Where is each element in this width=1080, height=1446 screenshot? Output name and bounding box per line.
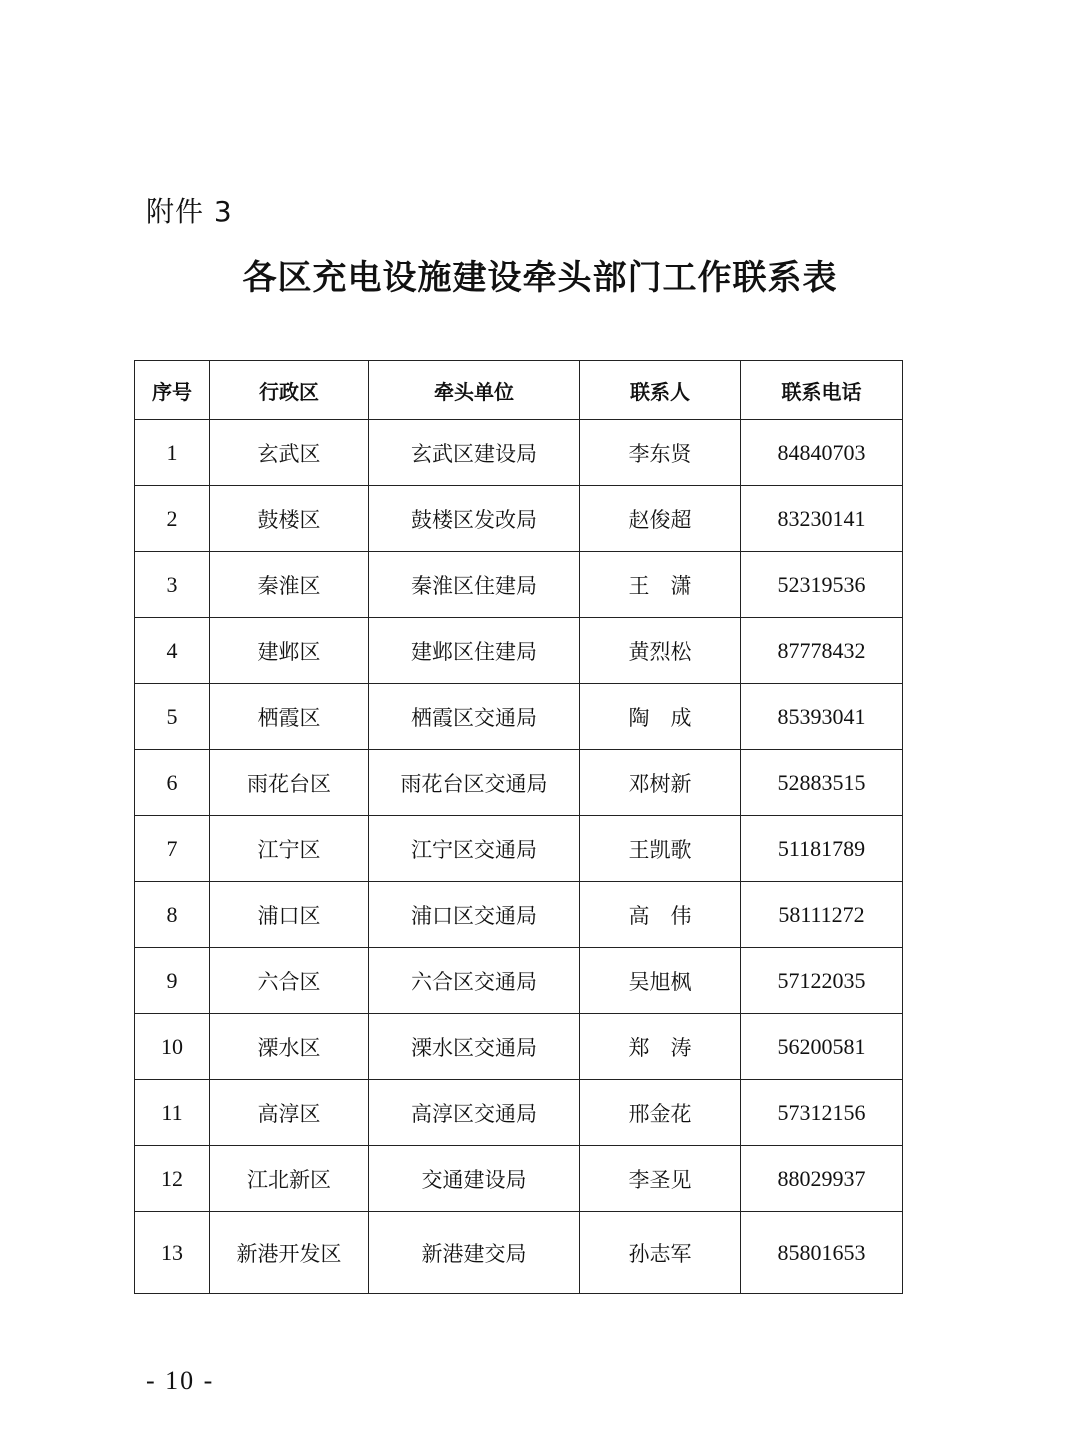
cell-contact-person: 王 潇 (580, 552, 741, 618)
cell-district: 玄武区 (210, 420, 369, 486)
cell-district: 鼓楼区 (210, 486, 369, 552)
header-phone: 联系电话 (741, 361, 903, 420)
table-row (135, 618, 903, 684)
cell-district: 秦淮区 (210, 552, 369, 618)
cell-phone: 87778432 (741, 618, 903, 684)
cell-lead-unit: 雨花台区交通局 (369, 750, 580, 816)
attachment-label: 附件 3 (146, 195, 233, 228)
table-row (135, 1014, 903, 1080)
cell-contact-person: 王凯歌 (580, 816, 741, 882)
cell-phone: 58111272 (741, 882, 903, 948)
cell-lead-unit: 建邺区住建局 (369, 618, 580, 684)
cell-index: 5 (135, 684, 210, 750)
table-row (135, 816, 903, 882)
cell-district: 浦口区 (210, 882, 369, 948)
cell-index: 8 (135, 882, 210, 948)
cell-phone: 51181789 (741, 816, 903, 882)
cell-district: 江宁区 (210, 816, 369, 882)
cell-district: 建邺区 (210, 618, 369, 684)
header-index: 序号 (135, 361, 210, 420)
table-row (135, 420, 903, 486)
cell-lead-unit: 高淳区交通局 (369, 1080, 580, 1146)
cell-district: 江北新区 (210, 1146, 369, 1212)
cell-district: 新港开发区 (210, 1212, 369, 1294)
cell-phone: 52319536 (741, 552, 903, 618)
cell-lead-unit: 栖霞区交通局 (369, 684, 580, 750)
cell-phone: 56200581 (741, 1014, 903, 1080)
cell-contact-person: 高 伟 (580, 882, 741, 948)
table-row (135, 882, 903, 948)
cell-lead-unit: 六合区交通局 (369, 948, 580, 1014)
table-row (135, 1146, 903, 1212)
cell-district: 雨花台区 (210, 750, 369, 816)
cell-phone: 88029937 (741, 1146, 903, 1212)
cell-lead-unit: 交通建设局 (369, 1146, 580, 1212)
cell-lead-unit: 鼓楼区发改局 (369, 486, 580, 552)
cell-phone: 85801653 (741, 1212, 903, 1294)
cell-phone: 52883515 (741, 750, 903, 816)
cell-index: 1 (135, 420, 210, 486)
table-row (135, 552, 903, 618)
page-number: - 10 - (146, 1366, 215, 1395)
cell-district: 栖霞区 (210, 684, 369, 750)
cell-phone: 84840703 (741, 420, 903, 486)
cell-contact-person: 邓树新 (580, 750, 741, 816)
cell-index: 7 (135, 816, 210, 882)
table-row (135, 1080, 903, 1146)
cell-contact-person: 赵俊超 (580, 486, 741, 552)
cell-lead-unit: 玄武区建设局 (369, 420, 580, 486)
table-header-row (135, 361, 903, 420)
document-title: 各区充电设施建设牵头部门工作联系表 (242, 258, 838, 298)
cell-contact-person: 黄烈松 (580, 618, 741, 684)
header-lead-unit: 牵头单位 (369, 361, 580, 420)
cell-contact-person: 陶 成 (580, 684, 741, 750)
cell-contact-person: 吴旭枫 (580, 948, 741, 1014)
cell-lead-unit: 新港建交局 (369, 1212, 580, 1294)
table-row (135, 1212, 903, 1294)
cell-index: 2 (135, 486, 210, 552)
cell-contact-person: 郑 涛 (580, 1014, 741, 1080)
table-row (135, 948, 903, 1014)
cell-district: 高淳区 (210, 1080, 369, 1146)
contact-table (134, 360, 903, 1294)
cell-contact-person: 孙志军 (580, 1212, 741, 1294)
cell-contact-person: 李东贤 (580, 420, 741, 486)
header-district: 行政区 (210, 361, 369, 420)
table-row (135, 750, 903, 816)
cell-phone: 83230141 (741, 486, 903, 552)
cell-lead-unit: 江宁区交通局 (369, 816, 580, 882)
cell-index: 6 (135, 750, 210, 816)
table-row (135, 486, 903, 552)
cell-index: 13 (135, 1212, 210, 1294)
cell-index: 10 (135, 1014, 210, 1080)
cell-district: 六合区 (210, 948, 369, 1014)
cell-phone: 57122035 (741, 948, 903, 1014)
cell-lead-unit: 秦淮区住建局 (369, 552, 580, 618)
cell-phone: 85393041 (741, 684, 903, 750)
cell-contact-person: 邢金花 (580, 1080, 741, 1146)
header-contact-person: 联系人 (580, 361, 741, 420)
cell-index: 9 (135, 948, 210, 1014)
cell-index: 12 (135, 1146, 210, 1212)
cell-index: 4 (135, 618, 210, 684)
cell-lead-unit: 溧水区交通局 (369, 1014, 580, 1080)
cell-district: 溧水区 (210, 1014, 369, 1080)
cell-contact-person: 李圣见 (580, 1146, 741, 1212)
cell-lead-unit: 浦口区交通局 (369, 882, 580, 948)
cell-phone: 57312156 (741, 1080, 903, 1146)
cell-index: 3 (135, 552, 210, 618)
cell-index: 11 (135, 1080, 210, 1146)
table-row (135, 684, 903, 750)
